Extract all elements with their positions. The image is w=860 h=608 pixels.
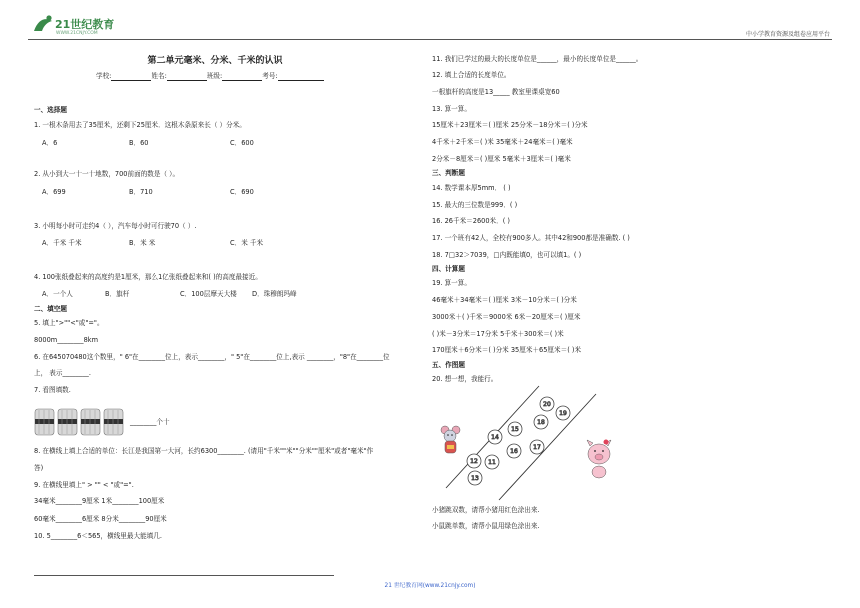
q3-option-a[interactable]: A．千米 千米 bbox=[42, 239, 82, 247]
pencil-bundles-image bbox=[34, 407, 126, 437]
section-calc: 四、计算题 bbox=[432, 265, 465, 273]
q3-option-b[interactable]: B．米 米 bbox=[129, 239, 156, 247]
q19-row-4: 170厘米＋6分米＝( )分米 35厘米＋65厘米＝( )米 bbox=[432, 346, 582, 354]
platform-name: 中小学教育资源及组卷应用平台 bbox=[745, 31, 830, 38]
info-line bbox=[96, 73, 324, 81]
name-blank[interactable] bbox=[167, 73, 207, 81]
footer-text[interactable]: 21 世纪教育网(www.21cnjy.com) bbox=[384, 583, 476, 589]
question-2: 2. 从小到大一十一十地数，700前面的数是（ ）。 bbox=[34, 170, 180, 178]
svg-text:18: 18 bbox=[537, 419, 545, 426]
note-pig: 小猪跳双数，请帮小猪用红色涂出来. bbox=[432, 506, 540, 514]
mouse-illustration bbox=[441, 426, 460, 453]
q19-row-1: 46毫米＋34毫米＝( )厘米 3米－10分米＝( )分米 bbox=[432, 296, 577, 304]
question-16: 16. 26千米＝2600米．( ) bbox=[432, 217, 510, 225]
question-6-line-1: 6. 在645070480这个数里，" 6"在________位上，表示________，" 5"在________位上,表示 ________，"8"在________位 bbox=[34, 353, 390, 361]
question-5: 5. 填上">""<"或"="。 bbox=[34, 319, 104, 327]
pig-illustration bbox=[587, 440, 611, 479]
q13-row-2: 4千米＋2千米＝( )米 35毫米＋24毫米＝( )毫米 bbox=[432, 138, 573, 146]
q19-row-3: ( )米－3分米＝17分米 5千米＋300米＝( )米 bbox=[432, 330, 564, 338]
question-4: 4. 100张纸叠起来的高度约是1厘米，那么1亿张纸叠起来和( )的高度最接近。 bbox=[34, 273, 262, 281]
stone-19 bbox=[556, 406, 570, 420]
stone-12 bbox=[467, 454, 481, 468]
question-18: 18. 7□32＞7039，□内既能填0，也可以填1。( ) bbox=[432, 251, 582, 259]
question-9: 9. 在横线里填上" > "" < "或"=". bbox=[34, 481, 134, 489]
class-label: 班级: bbox=[206, 72, 223, 81]
q4-option-b[interactable]: B．旗杆 bbox=[105, 290, 130, 298]
question-8-line-1: 8. 在横线上填上合适的单位：长江是我国第一大河，长约6300________. (请用"千米""米""分米""厘米"或者"毫米"作 bbox=[34, 447, 374, 455]
stone-17 bbox=[530, 440, 544, 454]
svg-text:16: 16 bbox=[510, 448, 518, 455]
class-blank[interactable] bbox=[222, 73, 262, 81]
question-6-line-2: 上， 表示________. bbox=[34, 369, 91, 377]
stone-11 bbox=[485, 455, 499, 469]
question-15: 15. 最大的三位数是999．( ) bbox=[432, 201, 518, 209]
q2-option-c[interactable]: C．690 bbox=[230, 188, 254, 196]
question-14: 14. 数学课本厚5mm． ( ) bbox=[432, 184, 511, 192]
stone-15 bbox=[508, 422, 522, 436]
question-8-line-2: 答) bbox=[34, 464, 44, 472]
section-draw: 五、作图题 bbox=[432, 361, 465, 369]
q4-option-a[interactable]: A．一个人 bbox=[42, 290, 73, 298]
question-13: 13. 算一算。 bbox=[432, 105, 471, 113]
question-19: 19. 算一算。 bbox=[432, 279, 471, 287]
question-17: 17. 一个班有42人，全校有900多人。其中42和900都是准确数. ( ) bbox=[432, 234, 630, 242]
page-title: 第二单元毫米、分米、千米的认识 bbox=[147, 56, 283, 66]
number-blank[interactable] bbox=[278, 73, 324, 81]
number-path-figure bbox=[431, 384, 631, 502]
q4-option-c[interactable]: C．100层摩天大楼 bbox=[180, 290, 237, 298]
question-20: 20. 想一想，我能行。 bbox=[432, 375, 498, 383]
note-mouse: 小鼠跳单数，请帮小鼠用绿色涂出来. bbox=[432, 522, 540, 530]
question-7: 7. 看图填数. bbox=[34, 386, 71, 394]
svg-text:13: 13 bbox=[471, 475, 479, 482]
number-label: 考号: bbox=[262, 72, 278, 81]
q19-row-2: 3000米＋( )千米＝9000米 6米－20厘米＝( )厘米 bbox=[432, 313, 581, 321]
q2-option-b[interactable]: B．710 bbox=[129, 188, 153, 196]
question-1: 1. 一根木条用去了35厘米，还剩下25厘米．这根木条原来长（ ）分米。 bbox=[34, 121, 246, 129]
question-3: 3. 小明每小时可走约4（ ），汽车每小时可行驶70（ ）. bbox=[34, 222, 197, 230]
stone-13 bbox=[468, 471, 482, 485]
site-logo bbox=[32, 13, 142, 37]
q2-option-a[interactable]: A．699 bbox=[42, 188, 66, 196]
stone-14 bbox=[488, 430, 502, 444]
svg-text:19: 19 bbox=[559, 410, 567, 417]
school-label: 学校: bbox=[96, 72, 112, 81]
question-10: 10. 5________6＜565，横线里最大能填几. bbox=[34, 532, 162, 540]
logo-url: WWW.21CNJY.COM bbox=[56, 31, 98, 36]
q12-line: 一根旗杆的高度是13_____ 教室里课桌宽60 bbox=[432, 88, 560, 96]
svg-text:15: 15 bbox=[511, 426, 519, 433]
svg-text:20: 20 bbox=[543, 401, 551, 408]
q1-option-a[interactable]: A．6 bbox=[42, 139, 58, 147]
q1-option-b[interactable]: B．60 bbox=[129, 139, 149, 147]
name-label: 姓名: bbox=[151, 72, 167, 81]
stone-18 bbox=[534, 415, 548, 429]
svg-text:17: 17 bbox=[533, 444, 541, 451]
question-12: 12. 填上合适的长度单位。 bbox=[432, 71, 511, 79]
section-fill: 二、填空题 bbox=[34, 305, 67, 313]
q4-option-d[interactable]: D．珠穆朗玛峰 bbox=[252, 290, 297, 298]
q3-option-c[interactable]: C．米 千米 bbox=[230, 239, 264, 247]
svg-text:14: 14 bbox=[491, 434, 499, 441]
stone-20 bbox=[540, 397, 554, 411]
section-choice: 一、选择题 bbox=[34, 106, 67, 114]
q5-line: 8000m________8km bbox=[34, 336, 99, 344]
school-blank[interactable] bbox=[111, 73, 151, 81]
q9-row-2: 60毫米________6厘米 8分米________90厘米 bbox=[34, 515, 167, 523]
q7-answer[interactable]: ________个十 bbox=[130, 418, 170, 426]
q1-option-c[interactable]: C．600 bbox=[230, 139, 254, 147]
question-11: 11. 我们已学过的最大的长度单位是______，最小的长度单位是______。 bbox=[432, 55, 643, 63]
q9-row-1: 34毫米________9厘米 1米________100厘米 bbox=[34, 497, 165, 505]
header-divider bbox=[28, 39, 832, 40]
stone-16 bbox=[507, 444, 521, 458]
svg-text:11: 11 bbox=[488, 459, 496, 466]
logo-text: 21世纪教育 bbox=[55, 18, 115, 31]
svg-text:12: 12 bbox=[470, 458, 478, 465]
q13-row-1: 15厘米＋23厘米＝( )厘米 25分米－18分米＝( )分米 bbox=[432, 121, 588, 129]
footer-divider bbox=[34, 575, 334, 576]
q13-row-3: 2分米－8厘米＝( )厘米 5毫米＋3厘米＝( )毫米 bbox=[432, 155, 571, 163]
section-judge: 三、判断题 bbox=[432, 169, 465, 177]
